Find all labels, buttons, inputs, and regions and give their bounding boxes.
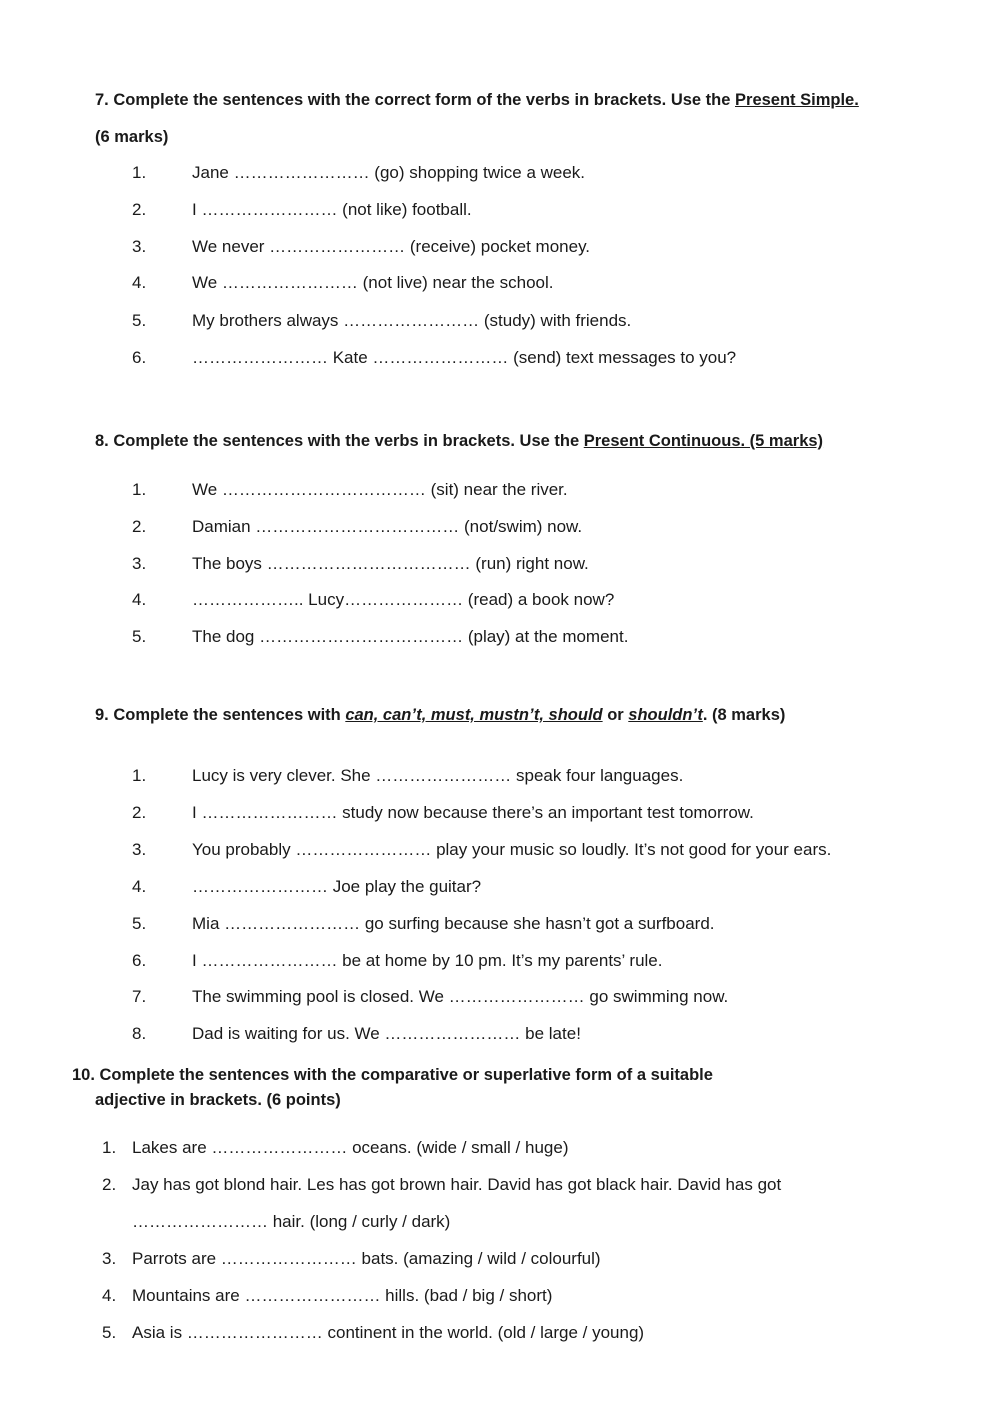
item-number: 8. [132, 1024, 147, 1043]
item-text: We ……………………………… (sit) near the river. [192, 480, 568, 499]
item-number: 1. [132, 766, 147, 785]
item-text: Mountains are …………………… hills. (bad / big / short) [132, 1286, 553, 1305]
item-number: 5. [102, 1323, 117, 1342]
section-7-marks: (6 marks) [95, 128, 169, 146]
item-text: I …………………… (not like) football. [192, 200, 472, 219]
item-text: My brothers always …………………… (study) with friends. [192, 311, 632, 330]
item-number: 6. [132, 951, 147, 970]
item-text: …………………… Joe play the guitar? [192, 877, 482, 896]
item-number: 1. [102, 1138, 117, 1157]
item-text: We never …………………… (receive) pocket money. [192, 237, 591, 256]
item-text: Damian ……………………………… (not/swim) now. [192, 517, 583, 536]
section-8-heading [95, 431, 823, 451]
section-7-tense: Present Simple. [735, 91, 859, 109]
item-text: Parrots are …………………… bats. (amazing / wild / colourful) [132, 1249, 601, 1268]
item-number: 6. [132, 348, 147, 367]
item-number: 3. [132, 554, 147, 573]
item-number: 3. [132, 840, 147, 859]
item-number: 2. [102, 1175, 117, 1194]
item-text: Jay has got blond hair. Les has got brown hair. David has got black hair. David has got [132, 1175, 782, 1194]
section-7-heading [95, 90, 859, 110]
section-10-heading: 10. Complete the sentences with the comparative or superlative form of a suitable [72, 1066, 713, 1084]
item-text: I …………………… be at home by 10 pm. It’s my parents’ rule. [192, 951, 663, 970]
section-9-heading-text: 9. Complete the sentences with [95, 706, 346, 724]
item-number: 5. [132, 914, 147, 933]
item-text: Jane …………………… (go) shopping twice a week. [192, 163, 586, 182]
item-number: 3. [132, 237, 147, 256]
item-number: 7. [132, 987, 147, 1006]
item-number: 5. [132, 311, 147, 330]
item-text: Lucy is very clever. She …………………… speak four languages. [192, 766, 684, 785]
section-8-heading-text: 8. Complete the sentences with the verbs in brackets. Use the [95, 432, 584, 450]
item-text: Asia is …………………… continent in the world. (old / large / young) [132, 1323, 645, 1342]
item-text: Dad is waiting for us. We …………………… be late! [192, 1024, 581, 1043]
item-text: ……………….. Lucy………………… (read) a book now? [192, 590, 615, 609]
section-7-heading-text: 7. Complete the sentences with the correct form of the verbs in brackets. Use the [95, 91, 736, 109]
section-9-modals: can, can’t, must, mustn’t, should [345, 706, 603, 724]
item-text: I …………………… study now because there’s an important test tomorrow. [192, 803, 754, 822]
item-number: 2. [132, 517, 147, 536]
item-text: …………………… Kate …………………… (send) text messages to you? [192, 348, 737, 367]
item-number: 4. [132, 273, 147, 292]
item-text: We …………………… (not live) near the school. [192, 273, 554, 292]
item-text: …………………… hair. (long / curly / dark) [132, 1212, 451, 1231]
section-9-marks: . (8 marks) [702, 706, 786, 724]
item-text: Lakes are …………………… oceans. (wide / small / huge) [132, 1138, 569, 1157]
item-number: 5. [132, 627, 147, 646]
item-number: 4. [102, 1286, 117, 1305]
item-text: The dog ……………………………… (play) at the moment. [192, 627, 629, 646]
item-number: 2. [132, 803, 147, 822]
item-number: 4. [132, 590, 147, 609]
item-number: 4. [132, 877, 147, 896]
section-9-modal-last: shouldn’t [628, 706, 703, 724]
section-10-heading-cont: adjective in brackets. (6 points) [95, 1091, 341, 1109]
section-9-heading [95, 705, 785, 725]
item-text: Mia …………………… go surfing because she hasn’t got a surfboard. [192, 914, 715, 933]
item-text: The swimming pool is closed. We …………………… go swimming now. [192, 987, 729, 1006]
item-number: 3. [102, 1249, 117, 1268]
item-text: The boys ……………………………… (run) right now. [192, 554, 589, 573]
item-number: 1. [132, 163, 147, 182]
item-number: 2. [132, 200, 147, 219]
item-number: 1. [132, 480, 147, 499]
item-text: You probably …………………… play your music so loudly. It’s not good for your ears. [192, 840, 832, 859]
section-8-tense: Present Continuous. (5 marks) [583, 432, 824, 450]
section-9-or: or [602, 706, 629, 724]
